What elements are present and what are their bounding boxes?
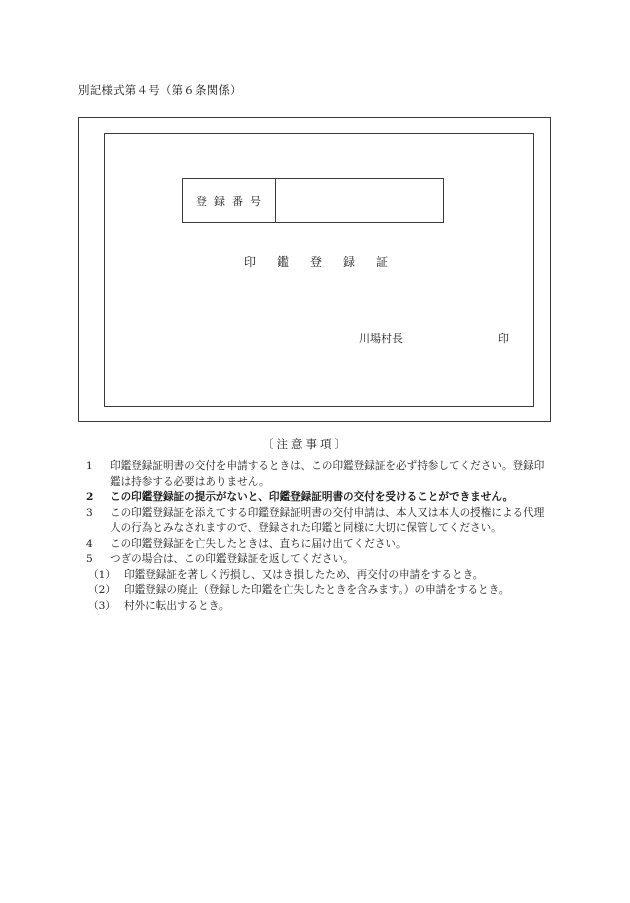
note-number: 4 (86, 537, 93, 550)
note-item (86, 459, 552, 490)
note-sub-item (86, 599, 552, 615)
note-item (86, 552, 552, 568)
note-sub-number: （1） (88, 568, 116, 581)
note-number: 2 (86, 491, 94, 503)
note-item (86, 490, 552, 506)
registration-number-label: 登録番号 (183, 179, 276, 222)
notes-list (86, 459, 552, 614)
note-number: 1 (86, 460, 93, 472)
notes-heading: 〔注意事項〕 (262, 437, 349, 451)
note-sub-item (86, 568, 552, 584)
note-text: この印鑑登録証を亡失したときは、直ちに届け出てください。 (110, 537, 407, 550)
note-sub-text: 印鑑登録証を著しく汚損し、又はき損したため、再交付の申請をするとき。 (124, 568, 484, 581)
note-sub-text: 印鑑登録の廃止（登録した印鑑を亡失したときを含みます。）の申請をするとき。 (124, 584, 510, 596)
note-sub-text: 村外に転出するとき。 (124, 599, 230, 612)
note-text: 印鑑登録証明書の交付を申請するときは、この印鑑登録証を必ず持参してください。登録印鑑は持参する必要はありません。 (110, 460, 545, 488)
note-item (86, 506, 552, 537)
note-text: この印鑑登録証の提示がないと、印鑑登録証明書の交付を受けることができません。 (110, 491, 514, 503)
note-sub-number: （3） (88, 599, 116, 612)
issuer-name: 川場村長 (359, 332, 403, 345)
note-number: 5 (86, 553, 93, 565)
registration-number-box (182, 178, 444, 223)
note-sub-number: （2） (88, 584, 116, 596)
note-text: この印鑑登録証を添えてする印鑑登録証明書の交付申請は、本人又は本人の授権による代理人の行為とみなされますので、登録された印鑑と同様に大切に保管してください。 (110, 506, 545, 534)
certificate-card-inner-frame (104, 133, 534, 407)
note-text: つぎの場合は、この印鑑登録証を返してください。 (110, 553, 354, 565)
form-number-label: 別記様式第４号（第６条関係） (78, 83, 242, 97)
note-item (86, 537, 552, 553)
note-sub-item (86, 583, 552, 599)
certificate-title: 印鑑登録証 (244, 255, 410, 269)
note-number: 3 (86, 506, 93, 519)
registration-number-field[interactable] (276, 179, 443, 222)
seal-mark: 印 (498, 332, 509, 345)
